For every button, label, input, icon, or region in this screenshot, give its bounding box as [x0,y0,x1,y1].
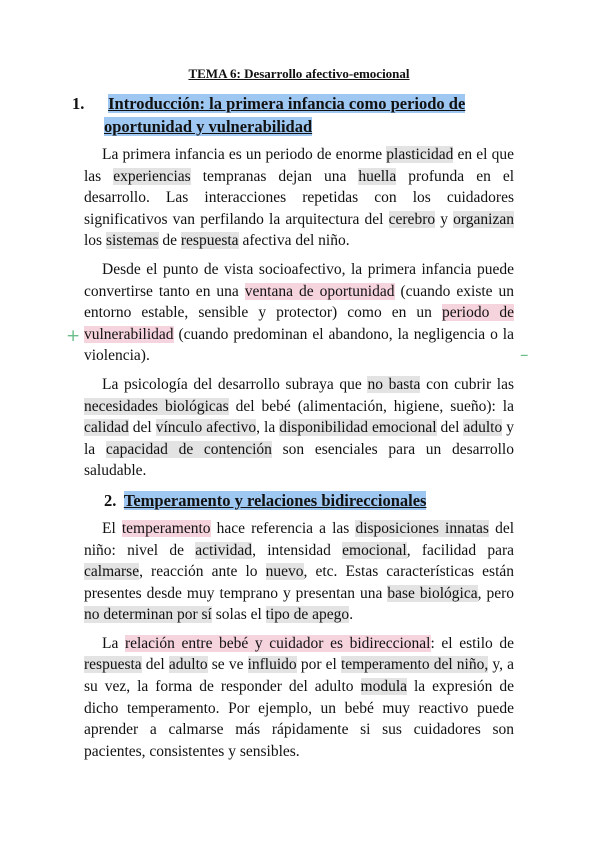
highlighted-text: relación entre bebé y cuidador es bidireccional [124,634,431,652]
highlighted-text: ventana de oportunidad [244,282,395,300]
text-run: La primera infancia es un periodo de enorme [102,146,387,163]
document-page [72,66,515,769]
section-1-heading [72,92,514,138]
topic-title: TEMA 6: Desarrollo afectivo-emocional [188,66,410,81]
highlighted-text: adulto [463,419,503,437]
text-run: del [436,419,464,437]
text-run: son esenciales para un desarrollo saludable. [84,440,514,480]
text-run: , reacción ante lo [139,563,266,581]
highlighted-text: experiencias [113,167,191,185]
highlighted-text: nuevo [265,563,304,581]
highlighted-text: modula [360,678,408,696]
text-run: de [158,232,181,250]
highlighted-text: no basta [367,375,421,393]
section-title: Temperamento y relaciones bidireccionales [123,490,427,510]
section-2-body [84,518,514,763]
text-run: El [102,519,122,537]
highlighted-text: cerebro [388,210,436,228]
highlighted-text: vínculo afectivo [155,419,257,437]
text-run: la expresión de dicho temperamento. Por ejemplo, un bebé muy reactivo puede aprender a calmarse más rápidamente si sus cuidadores son pacientes, consistentes y sensibles. [84,678,514,760]
highlighted-text: capacidad de contención [105,440,272,458]
highlighted-text: calidad [84,419,129,437]
highlighted-text: huella [358,167,397,185]
paragraph [84,144,514,252]
highlighted-text: disposiciones innatas [355,519,489,537]
text-run: , la [256,419,280,437]
highlighted-text: plasticidad [386,146,454,163]
highlighted-text: emocional [342,541,407,559]
paragraph [84,374,514,482]
section-1-body [84,144,514,482]
paragraph [84,633,514,763]
text-run: , pero [477,584,514,602]
paragraph [84,518,514,626]
text-run: . [349,606,354,624]
paragraph [84,259,514,367]
text-run: , intensidad [252,541,343,559]
text-run: solas el [211,606,266,624]
text-run: profunda en el desarrollo. Las interacciones repetidas con los cuidadores significativos van perfilando la arquitectura del [84,167,515,228]
text-run: Desde el punto de vista socioafectivo, la primera infancia puede convertirse tanto en una [84,260,514,300]
highlighted-text: respuesta [84,656,142,674]
highlighted-text: organizan [453,210,514,228]
highlighted-text: respuesta [180,232,239,250]
highlighted-text: temperamento [121,519,211,537]
margin-plus-mark: + [66,326,81,346]
margin-minus-mark: – [520,345,529,365]
text-run: : el estilo de [430,634,514,652]
highlighted-text: tipo de apego [265,606,350,624]
section-number: 1. [72,94,85,113]
text-run: (cuando predominan el abandono, la negligencia o la violencia). [84,325,514,365]
highlighted-text: temperamento del niño, [340,656,489,674]
text-run: (cuando existe un entorno estable, sensible y protector) como en un [84,282,515,322]
text-run: del [128,419,156,437]
highlighted-text: necesidades biológicas [84,397,229,415]
text-run: afectiva del niño. [238,232,350,250]
highlighted-text: no determinan por sí [84,606,212,624]
highlighted-text: influido [247,656,297,674]
section-number: 2. [104,490,117,510]
highlighted-text: calmarse [84,563,140,581]
text-run: tempranas dejan una [190,167,359,185]
text-run: del niño: nivel de [84,519,514,559]
text-run: La psicología del desarrollo subraya que [102,375,368,393]
text-run: los [84,232,106,250]
section-title: Introducción: la primera infancia como periodo de oportunidad y vulnerabilidad [104,94,466,136]
text-run: y, a su vez, la forma de responder del adulto [84,656,515,696]
text-run: La [102,634,125,652]
text-run: y la [84,419,514,458]
text-run: , etc. Estas características están presentes desde muy temprano y presentan una [84,563,515,602]
section-2-heading [84,489,514,512]
highlighted-text: disponibilidad emocional [279,419,437,437]
text-run: del [141,656,169,674]
text-run: con cubrir las [420,375,514,393]
text-run: y [435,210,454,228]
text-run: se ve [207,656,248,674]
highlighted-text: sistemas [105,232,159,250]
text-run: hace referencia a las [210,519,356,537]
text-run: por el [296,656,341,674]
highlighted-text: periodo de vulnerabilidad [84,304,514,343]
text-run: del bebé (alimentación, higiene, sueño): la [228,397,514,415]
highlighted-text: actividad [195,541,253,559]
highlighted-text: adulto [168,656,208,674]
highlighted-text: base biológica [387,584,478,602]
text-run: en el que las [84,146,514,185]
text-run: , facilidad para [406,541,514,559]
